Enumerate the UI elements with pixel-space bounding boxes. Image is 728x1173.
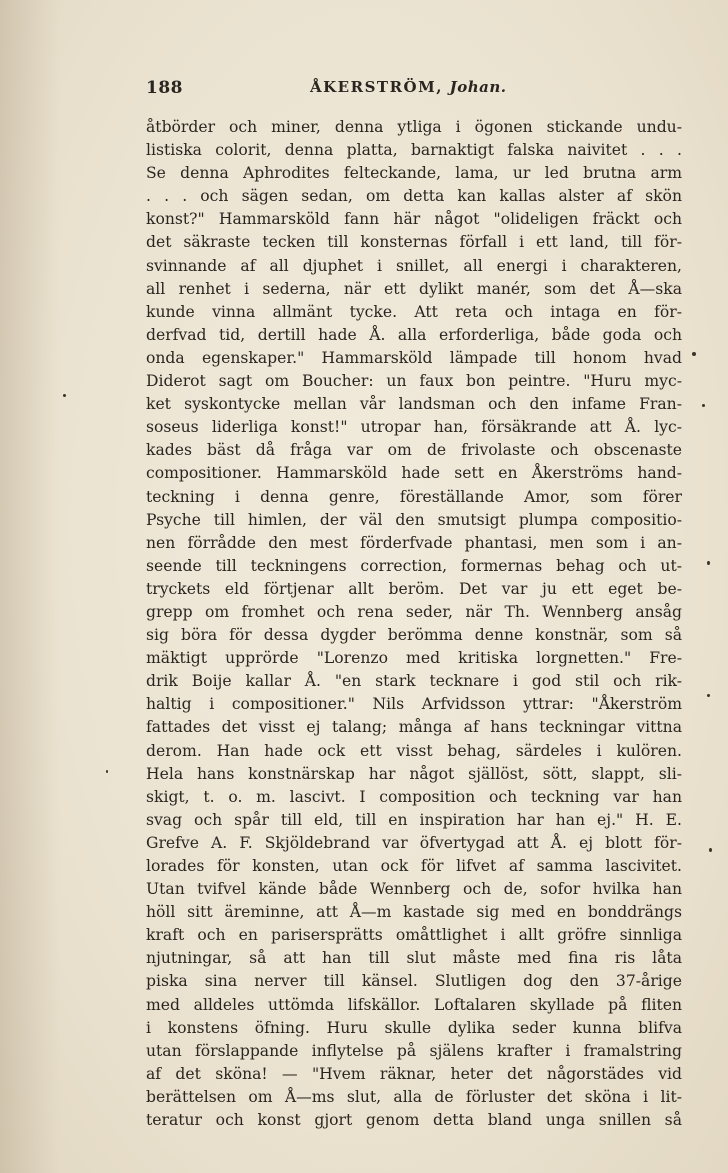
paper-speck	[63, 394, 66, 397]
text-line: af det sköna! — "Hvem räknar, heter det någorstädes vid	[146, 1064, 682, 1083]
text-line: grepp om fromhet och rena seder, när Th. Wennberg ansåg	[146, 602, 682, 621]
text-line: seende till teckningens correction, formernas behag och ut-	[146, 556, 682, 575]
text-line: nen förrådde den mest förderfvade phantasi, men som i an-	[146, 533, 682, 552]
text-line: onda egenskaper." Hammarsköld lämpade till honom hvad	[146, 348, 682, 367]
text-line: soseus liderliga konst!" utropar han, försäkrande att Å. lyc-	[146, 418, 682, 437]
page-number: 188	[146, 78, 183, 98]
text-line: åtbörder och miner, denna ytliga i ögonen stickande undu-	[146, 118, 682, 136]
text-line: berättelsen om Å—ms slut, alla de förluster det sköna i lit-	[146, 1087, 682, 1106]
paper-speck	[709, 848, 712, 852]
text-line: kraft och en parisersprätts omåttlighet i allt gröfre sinnliga	[146, 926, 682, 945]
text-line: Diderot sagt om Boucher: un faux bon peintre. "Huru myc-	[146, 372, 682, 391]
text-line: drik Boije kallar Å. "en stark tecknare i god stil och rik-	[146, 672, 682, 691]
body-text	[146, 116, 682, 1132]
text-line: fattades det visst ej talang; många af hans teckningar vittna	[146, 718, 682, 737]
text-line: mäktigt upprörde "Lorenzo med kritiska lorgnetten." Fre-	[146, 649, 682, 668]
text-line: . . . och sägen sedan, om detta kan kallas alster af skön	[146, 187, 682, 206]
text-line: compositioner. Hammarsköld hade sett en Åkerströms hand-	[146, 464, 682, 483]
running-head-given-name: Johan.	[449, 78, 507, 96]
text-line: kades bäst då fråga var om de frivolaste och obscenaste	[146, 441, 682, 460]
paper-speck	[702, 404, 705, 407]
paper-speck	[692, 352, 696, 356]
text-line: lorades för konsten, utan ock för lifvet af samma lascivitet.	[146, 857, 682, 875]
text-line: utan förslappande inflytelse på själens krafter i framalstring	[146, 1041, 682, 1060]
text-line: det säkraste tecken till konsternas förfall i ett land, till för-	[146, 233, 682, 252]
text-line: teratur och konst gjort genom detta bland unga snillen så	[146, 1111, 682, 1130]
text-line: ket syskontycke mellan vår landsman och den infame Fran-	[146, 395, 682, 414]
text-line: haltig i compositioner." Nils Arfvidsson yttrar: "Åkerström	[146, 695, 682, 714]
text-line: piska sina nerver till känsel. Slutligen dog den 37-årige	[146, 972, 682, 991]
text-line: all renhet i sederna, när ett dylikt manér, som det Å—ska	[146, 279, 682, 298]
paper-speck	[707, 561, 710, 565]
text-line: Psyche till himlen, der väl den smutsigt plumpa compositio-	[146, 510, 682, 529]
text-line: Hela hans konstnärskap har något själlöst, sött, slappt, sli-	[146, 764, 682, 783]
text-line: sig böra för dessa dygder berömma denne konstnär, som så	[146, 626, 682, 645]
paper-speck	[106, 770, 108, 773]
text-line: derfvad tid, dertill hade Å. alla erforderliga, både goda och	[146, 325, 682, 344]
page-header	[146, 78, 686, 102]
text-line: höll sitt äreminne, att Å—m kastade sig med en bonddrängs	[146, 903, 682, 922]
text-line: teckning i denna genre, föreställande Amor, som förer	[146, 487, 682, 506]
text-line: derom. Han hade ock ett visst behag, särdeles i kulören.	[146, 741, 682, 760]
paper-speck	[707, 694, 710, 697]
gutter-shadow	[0, 0, 60, 1173]
text-line: njutningar, så att han till slut måste med fina ris låta	[146, 949, 682, 968]
text-line: svag och spår till eld, till en inspiration har han ej." H. E.	[146, 810, 682, 829]
running-head	[310, 78, 507, 96]
text-line: med alldeles uttömda lifskällor. Loftalaren skyllade på fliten	[146, 995, 682, 1014]
text-line: tryckets eld förtjenar allt beröm. Det var ju ett eget be-	[146, 579, 682, 598]
running-head-surname: ÅKERSTRÖM,	[310, 78, 443, 96]
text-line: Grefve A. F. Skjöldebrand var öfvertygad att Å. ej blott för-	[146, 833, 682, 852]
text-line: svinnande af all djuphet i snillet, all energi i charakteren,	[146, 256, 682, 275]
text-line: listiska colorit, denna platta, barnaktigt falska naivitet . . .	[146, 141, 682, 160]
text-line: Se denna Aphrodites felteckande, lama, ur led brutna arm	[146, 164, 682, 183]
text-line: skigt, t. o. m. lascivt. I composition och teckning var han	[146, 787, 682, 806]
text-line: kunde vinna allmänt tycke. Att reta och intaga en för-	[146, 302, 682, 321]
text-line: Utan tvifvel kände både Wennberg och de, sofor hvilka han	[146, 880, 682, 899]
text-line: i konstens öfning. Huru skulle dylika seder kunna blifva	[146, 1018, 682, 1037]
text-line: konst?" Hammarsköld fann här något "olideligen fräckt och	[146, 210, 682, 229]
